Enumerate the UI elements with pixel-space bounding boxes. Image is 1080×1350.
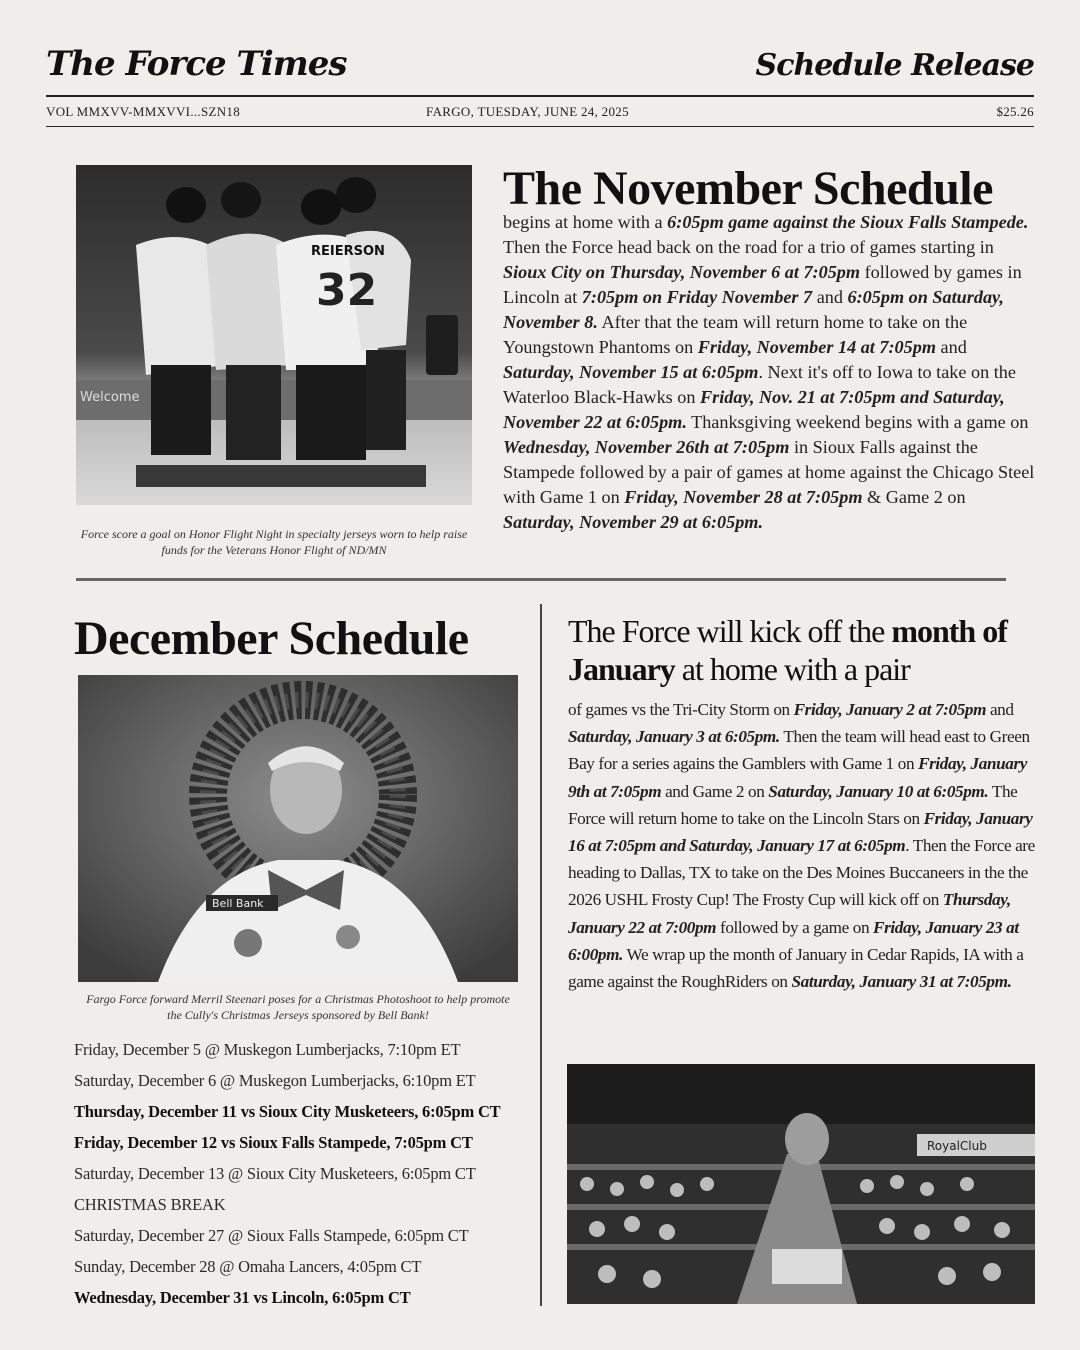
- january-run: Friday, January 23 at 6:00pm.: [568, 917, 1019, 964]
- price-label: $25.26: [996, 104, 1034, 119]
- january-run: Thursday, January 22 at 7:00pm: [568, 890, 1011, 937]
- november-run: After that the team will return home to take on the Youngstown Phantoms on: [503, 312, 968, 357]
- january-run: . Then the Force are heading to Dallas, TX to take on the Des Moines Buccaneers in the the 2026 USHL Frosty Cup! The Frosty Cup will kick off on: [568, 836, 1035, 910]
- masthead-rule-bottom: [46, 126, 1034, 127]
- november-run: Friday, November 28 at 7:05pm: [624, 487, 863, 507]
- november-run: & Game 2 on: [862, 487, 966, 507]
- november-run: Friday, Nov. 21 at 7:05pm and Saturday, November 22 at 6:05pm.: [503, 387, 1005, 432]
- january-run: Friday, January 2 at 7:05pm: [793, 700, 987, 719]
- january-run: Friday, January 16 at 7:05pm and Saturday, January 17 at 6:05pm: [568, 808, 1033, 856]
- november-headline: The November Schedule: [503, 162, 993, 215]
- january-run: Saturday, January 10 at 6:05pm.: [768, 781, 989, 801]
- november-run: and: [935, 337, 967, 357]
- november-run: 6:05pm on Saturday, November 8.: [503, 287, 1004, 332]
- january-run: Friday, January 9th at 7:05pm: [568, 754, 1027, 801]
- december-game-item: Friday, December 5 @ Muskegon Lumberjacks, 7:10pm ET: [74, 1040, 461, 1059]
- december-game-item: Saturday, December 27 @ Sioux Falls Stampede, 6:05pm CT: [74, 1226, 469, 1245]
- january-headline-emphasis: month of January: [568, 613, 1007, 687]
- arena-crowd-photo: [567, 1064, 1035, 1304]
- section-divider: [76, 578, 1006, 581]
- january-run: The Force will return home to take on the Lincoln Stars on: [568, 781, 1018, 828]
- december-game-item: Saturday, December 13 @ Sioux City Musketeers, 6:05pm CT: [74, 1164, 476, 1183]
- january-run: and: [986, 700, 1014, 719]
- dateline: FARGO, TUESDAY, JUNE 24, 2025: [426, 104, 629, 119]
- november-run: Saturday, November 15 at 6:05pm: [503, 362, 759, 382]
- paper-name: The Force Times: [46, 44, 347, 84]
- january-run: Saturday, January 31 at 7:05pm.: [791, 972, 1012, 992]
- november-run: in Sioux Falls against the Stampede followed by a pair of games at home against the Chicago Steel with Game 1 on: [503, 437, 1035, 507]
- november-run: . Next it's off to Iowa to take on the Waterloo Black-Hawks on: [503, 362, 1016, 407]
- masthead-rule-top: [46, 95, 1034, 97]
- november-run: begins at home with a: [503, 212, 668, 232]
- january-run: Saturday, January 3 at 6:05pm.: [568, 727, 780, 747]
- november-run: Saturday, November 29 at 6:05pm.: [503, 512, 763, 532]
- november-run: followed by games in Lincoln at: [503, 262, 1022, 307]
- november-run: Sioux City on Thursday, November 6 at 7:05pm: [503, 262, 861, 282]
- december-game-item: Wednesday, December 31 vs Lincoln, 6:05pm CT: [74, 1288, 411, 1307]
- january-headline: [568, 612, 1038, 688]
- november-run: Then the Force head back on the road for a trio of games starting in: [503, 237, 994, 257]
- january-run: We wrap up the month of January in Cedar Rapids, IA with a game against the RoughRiders on: [568, 944, 1024, 992]
- december-photo-caption: Fargo Force forward Merril Steenari poses for a Christmas Photoshoot to help promote the Cully's Christmas Jerseys sponsored by Bell Bank!: [86, 992, 510, 1022]
- december-game-item: Saturday, December 6 @ Muskegon Lumberjacks, 6:10pm ET: [74, 1071, 476, 1090]
- january-run: and Game 2 on: [661, 781, 769, 801]
- november-article: [503, 210, 1038, 535]
- december-game-item: Thursday, December 11 vs Sioux City Musketeers, 6:05pm CT: [74, 1102, 501, 1121]
- hockey-celebration-photo: [76, 165, 472, 505]
- november-run: and: [812, 287, 848, 307]
- january-run: followed by a game on: [716, 917, 874, 937]
- january-run: of games vs the Tri-City Storm on: [568, 700, 794, 719]
- january-headline-part-2: at home with a pair: [674, 651, 910, 687]
- november-run: Thanksgiving weekend begins with a game on: [686, 412, 1029, 432]
- section-title: Schedule Release: [755, 48, 1034, 83]
- november-run: 7:05pm on Friday November 7: [581, 287, 813, 307]
- christmas-wreath-photo: [78, 675, 518, 982]
- december-game-item: Friday, December 12 vs Sioux Falls Stampede, 7:05pm CT: [74, 1133, 473, 1152]
- sponsor-banner: Bell Bank: [212, 897, 264, 910]
- january-run: Then the team will head east to Green Bay for a series agains the Gamblers with Game 1 on: [568, 727, 1030, 774]
- jersey-number: 32: [316, 265, 378, 316]
- svg-text:Welcome: Welcome: [80, 390, 140, 405]
- december-game-list: [74, 1034, 544, 1313]
- arena-sign: RoyalClub: [927, 1139, 987, 1153]
- november-run: 6:05pm game against the Sioux Falls Stampede.: [667, 212, 1029, 232]
- november-run: Friday, November 14 at 7:05pm: [697, 337, 936, 357]
- november-photo-caption: Force score a goal on Honor Flight Night in specialty jerseys worn to help raise funds for the Veterans Honor Flight of ND/MN: [80, 527, 468, 557]
- jersey-name: REIERSON: [311, 244, 385, 259]
- december-game-item: CHRISTMAS BREAK: [74, 1195, 226, 1214]
- january-headline-part-1: The Force will kick off the: [568, 613, 892, 649]
- december-headline: December Schedule: [74, 612, 469, 665]
- december-game-item: Sunday, December 28 @ Omaha Lancers, 4:05pm CT: [74, 1257, 422, 1276]
- volume-label: VOL MMXVV-MMXVVI...SZN18: [46, 104, 241, 119]
- january-article: [568, 696, 1038, 995]
- november-run: Wednesday, November 26th at 7:05pm: [503, 437, 790, 457]
